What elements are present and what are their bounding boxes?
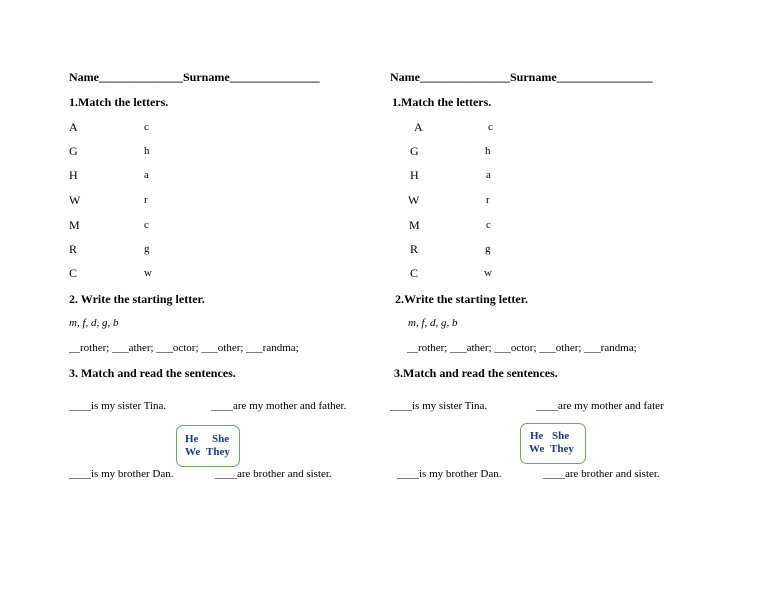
capital-letter: M (409, 218, 420, 232)
small-letter: h (144, 145, 150, 157)
small-letter: c (486, 219, 491, 231)
letter-options: m, f, d, g, b (408, 317, 458, 329)
capital-letter: H (410, 168, 419, 182)
small-letter: w (484, 267, 492, 279)
pronoun-she: She (212, 433, 230, 445)
sentence-1: ____is my sister Tina. (69, 400, 167, 412)
sentence-2: ____are my mother and fater (536, 400, 664, 412)
pronoun-we: We (529, 443, 545, 455)
small-letter: r (486, 194, 490, 206)
small-letter: c (144, 219, 149, 231)
pronoun-they: They (206, 446, 230, 458)
name-surname-line: Name_______________Surname________________ (390, 70, 653, 84)
small-letter: h (485, 145, 491, 157)
pronoun-box (520, 423, 586, 464)
sentence-3: ____is my brother Dan. (69, 468, 174, 480)
task1-title: 1.Match the letters. (69, 95, 169, 109)
capital-letter: R (410, 242, 419, 256)
capital-letter: W (408, 193, 420, 207)
capital-letter: C (69, 266, 78, 280)
task2-title: 2.Write the starting letter. (395, 292, 528, 306)
capital-letter: M (69, 218, 80, 232)
small-letter: g (144, 243, 150, 255)
pronoun-box (176, 425, 240, 467)
capital-letter: W (69, 193, 81, 207)
name-surname-line: Name______________Surname_______________ (69, 70, 320, 84)
capital-letter: A (414, 120, 423, 134)
sentence-3: ____is my brother Dan. (397, 468, 502, 480)
small-letter: c (488, 121, 493, 133)
small-letter: r (144, 194, 148, 206)
pronoun-he: He (185, 433, 199, 445)
small-letter: c (144, 121, 149, 133)
task3-title: 3. Match and read the sentences. (69, 366, 236, 380)
sentence-2: ____are my mother and father. (211, 400, 347, 412)
capital-letter: A (69, 120, 78, 134)
small-letter: g (485, 243, 491, 255)
word-blanks: __rother; ___ather; ___octor; ___other; ___randma; (69, 342, 299, 354)
small-letter: w (144, 267, 152, 279)
sentence-4: ____are brother and sister. (215, 468, 332, 480)
pronoun-she: She (552, 430, 570, 442)
pronoun-they: They (550, 443, 574, 455)
capital-letter: R (69, 242, 78, 256)
small-letter: a (486, 169, 491, 181)
sentence-4: ____are brother and sister. (543, 468, 660, 480)
capital-letter: C (410, 266, 419, 280)
task2-title: 2. Write the starting letter. (69, 292, 205, 306)
capital-letter: G (410, 144, 419, 158)
task1-title: 1.Match the letters. (392, 95, 492, 109)
letter-options: m, f, d, g, b (69, 317, 119, 329)
capital-letter: G (69, 144, 78, 158)
small-letter: a (144, 169, 149, 181)
pronoun-we: We (185, 446, 201, 458)
task3-title: 3.Match and read the sentences. (394, 366, 558, 380)
capital-letter: H (69, 168, 78, 182)
pronoun-he: He (530, 430, 544, 442)
word-blanks: __rother; ___ather; ___octor; ___other; ___randma; (407, 342, 637, 354)
sentence-1: ____is my sister Tina. (390, 400, 488, 412)
